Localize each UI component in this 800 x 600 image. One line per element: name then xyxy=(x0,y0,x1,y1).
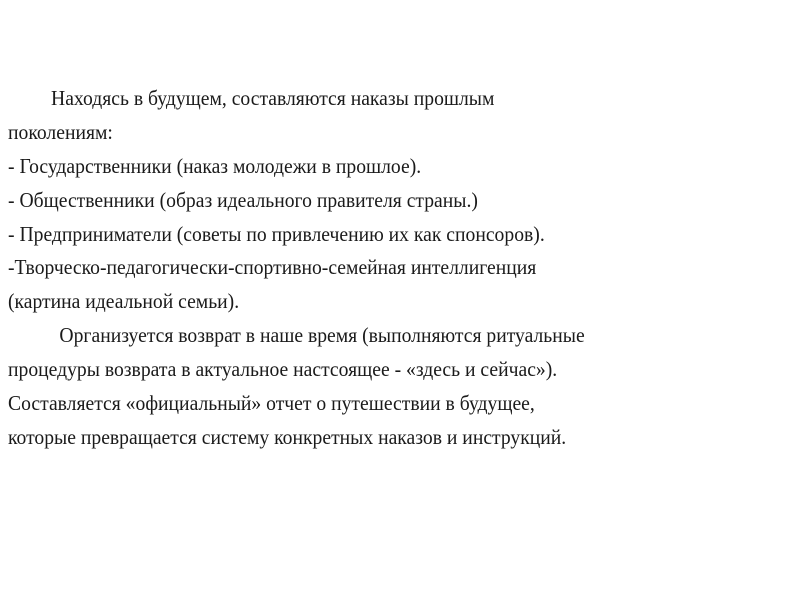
body-text xyxy=(8,82,742,455)
list-item-statesmen: - Государственники (наказ молодежи в прошлое). xyxy=(8,153,422,178)
paragraph-report-line-2: которые превращается систему конкретных наказов и инструкций. xyxy=(8,424,567,449)
paragraph-return-line-2: процедуры возврата в актуальное настсоящее - «здесь и сейчас»). xyxy=(8,357,558,382)
paragraph-report-line-1: Составляется «официальный» отчет о путешествии в будущее, xyxy=(8,391,535,416)
list-item-public-figures: - Общественники (образ идеального правителя страны.) xyxy=(8,187,478,212)
list-item-entrepreneurs: - Предприниматели (советы по привлечению их как спонсоров). xyxy=(8,221,545,246)
paragraph-return-line-1: Организуется возврат в наше время (выполняются ритуальные xyxy=(59,323,585,348)
paragraph-line-2: поколениям: xyxy=(8,119,113,144)
list-item-intelligentsia-cont: (картина идеальной семьи). xyxy=(8,289,240,314)
paragraph-line-1: Находясь в будущем, составляются наказы прошлым xyxy=(51,86,495,110)
list-item-intelligentsia: -Творческо-педагогически-спортивно-семейная интеллигенция xyxy=(8,255,537,280)
